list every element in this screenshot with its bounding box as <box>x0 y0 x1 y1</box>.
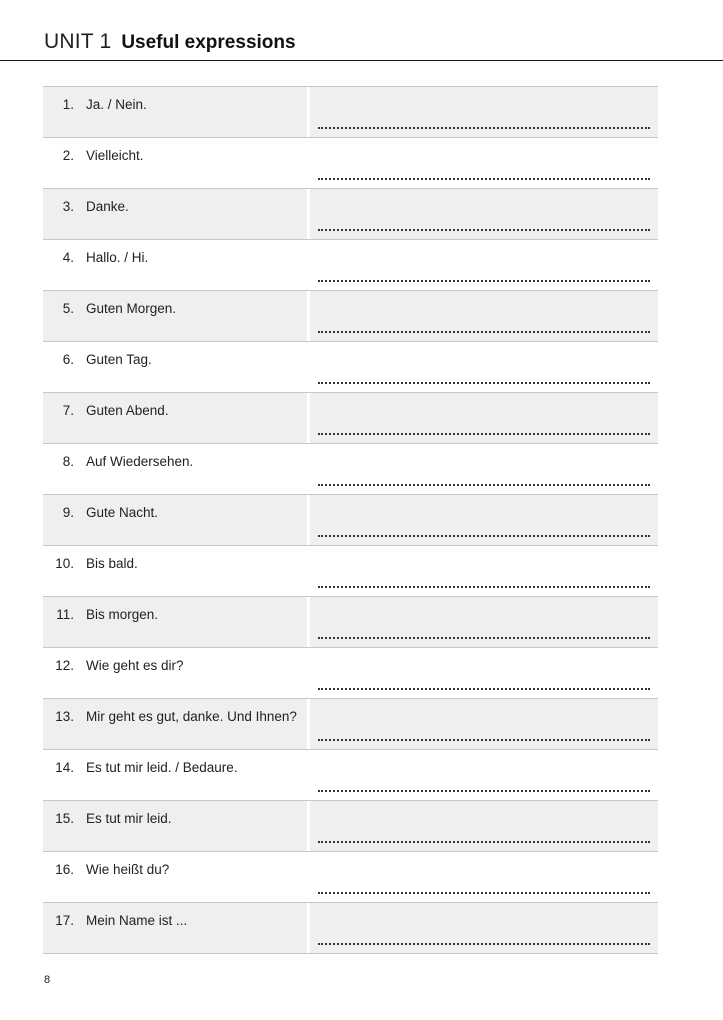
answer-line[interactable] <box>318 841 650 843</box>
answer-line[interactable] <box>318 637 650 639</box>
german-phrase: Guten Tag. <box>86 352 152 367</box>
answer-line[interactable] <box>318 433 650 435</box>
unit-label: UNIT 1 <box>44 30 112 53</box>
table-row <box>43 801 658 852</box>
german-phrase: Guten Abend. <box>86 403 169 418</box>
column-divider <box>307 138 310 188</box>
column-divider <box>307 342 310 392</box>
answer-line[interactable] <box>318 280 650 282</box>
page-header <box>44 30 296 60</box>
column-divider <box>307 903 310 953</box>
table-row <box>43 444 658 495</box>
answer-line[interactable] <box>318 178 650 180</box>
table-row <box>43 291 658 342</box>
column-divider <box>307 240 310 290</box>
german-phrase: Ja. / Nein. <box>86 97 147 112</box>
column-divider <box>307 393 310 443</box>
row-number: 5. <box>62 301 74 316</box>
answer-line[interactable] <box>318 535 650 537</box>
german-phrase: Mein Name ist ... <box>86 913 188 928</box>
german-phrase: Bis bald. <box>86 556 138 571</box>
german-phrase: Auf Wiedersehen. <box>86 454 194 469</box>
german-phrase: Danke. <box>86 199 129 214</box>
german-phrase: Es tut mir leid. / Bedaure. <box>86 760 238 775</box>
column-divider <box>307 597 310 647</box>
column-divider <box>307 87 310 137</box>
row-number: 17. <box>55 913 74 928</box>
row-number: 14. <box>55 760 74 775</box>
expressions-table <box>43 86 658 954</box>
page-title: Useful expressions <box>121 32 296 53</box>
row-number: 9. <box>62 505 74 520</box>
row-number: 16. <box>55 862 74 877</box>
row-number: 13. <box>55 709 74 724</box>
table-row <box>43 86 658 138</box>
page-number: 8 <box>44 974 51 986</box>
table-row <box>43 240 658 291</box>
column-divider <box>307 801 310 851</box>
german-phrase: Mir geht es gut, danke. Und Ihnen? <box>86 709 297 724</box>
answer-line[interactable] <box>318 892 650 894</box>
german-phrase: Es tut mir leid. <box>86 811 172 826</box>
german-phrase: Bis morgen. <box>86 607 159 622</box>
row-number: 15. <box>55 811 74 826</box>
answer-line[interactable] <box>318 127 650 129</box>
column-divider <box>307 699 310 749</box>
german-phrase: Wie geht es dir? <box>86 658 184 673</box>
table-row <box>43 648 658 699</box>
german-phrase: Vielleicht. <box>86 148 144 163</box>
row-number: 12. <box>55 658 74 673</box>
row-number: 3. <box>62 199 74 214</box>
table-row <box>43 393 658 444</box>
answer-line[interactable] <box>318 331 650 333</box>
table-row <box>43 852 658 903</box>
row-number: 8. <box>62 454 74 469</box>
column-divider <box>307 189 310 239</box>
table-row <box>43 903 658 954</box>
answer-line[interactable] <box>318 586 650 588</box>
column-divider <box>307 546 310 596</box>
row-number: 6. <box>62 352 74 367</box>
column-divider <box>307 648 310 698</box>
table-row <box>43 699 658 750</box>
german-phrase: Wie heißt du? <box>86 862 170 877</box>
german-phrase: Gute Nacht. <box>86 505 159 520</box>
german-phrase: Hallo. / Hi. <box>86 250 149 265</box>
table-row <box>43 495 658 546</box>
column-divider <box>307 750 310 800</box>
row-number: 4. <box>62 250 74 265</box>
table-row <box>43 546 658 597</box>
table-row <box>43 138 658 189</box>
answer-line[interactable] <box>318 739 650 741</box>
row-number: 10. <box>55 556 74 571</box>
answer-line[interactable] <box>318 382 650 384</box>
column-divider <box>307 852 310 902</box>
german-phrase: Guten Morgen. <box>86 301 177 316</box>
answer-line[interactable] <box>318 229 650 231</box>
column-divider <box>307 444 310 494</box>
table-row <box>43 750 658 801</box>
table-row <box>43 597 658 648</box>
row-number: 2. <box>62 148 74 163</box>
row-number: 11. <box>56 607 74 622</box>
column-divider <box>307 495 310 545</box>
table-row <box>43 189 658 240</box>
header-rule <box>0 60 723 61</box>
row-number: 7. <box>62 403 74 418</box>
answer-line[interactable] <box>318 484 650 486</box>
answer-line[interactable] <box>318 943 650 945</box>
row-number: 1. <box>62 97 74 112</box>
answer-line[interactable] <box>318 688 650 690</box>
answer-line[interactable] <box>318 790 650 792</box>
column-divider <box>307 291 310 341</box>
table-row <box>43 342 658 393</box>
